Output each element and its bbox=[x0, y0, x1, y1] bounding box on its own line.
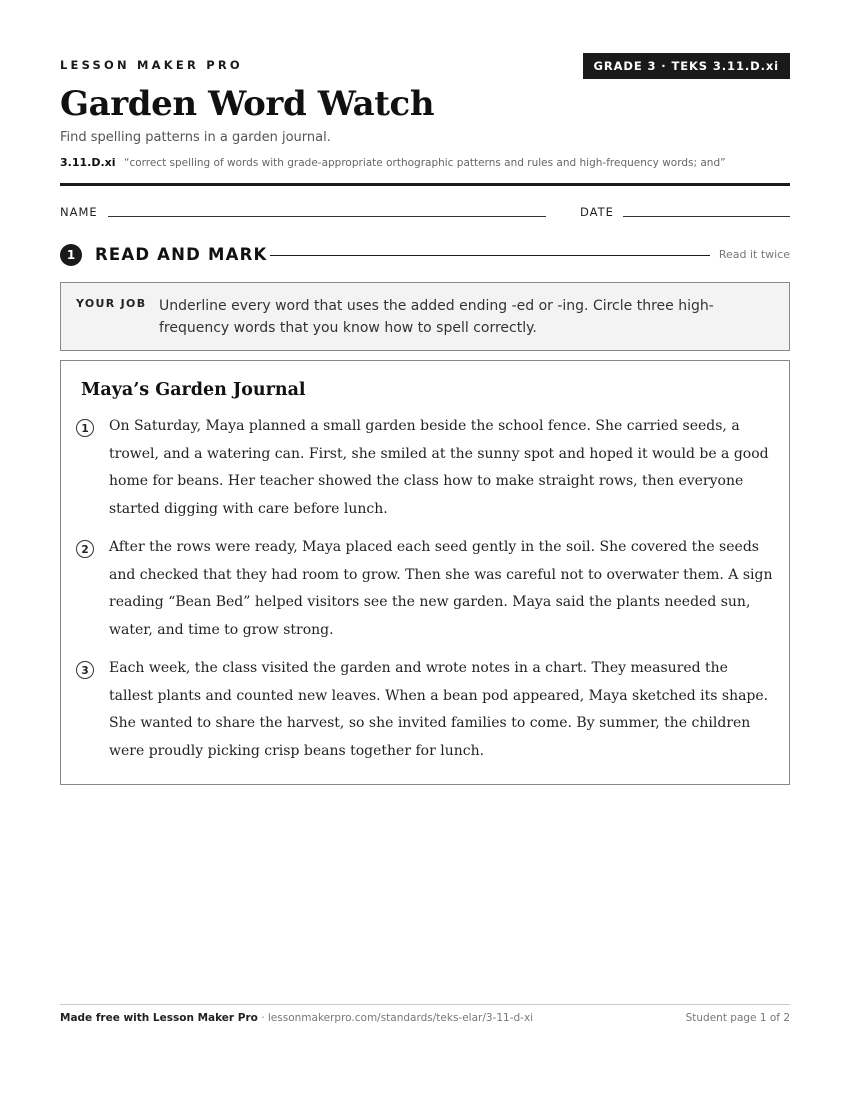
paragraph-text: On Saturday, Maya planned a small garden beside the school fence. She carried seeds, a trowel, and a watering can. First, she smiled at the sunny spot and hoped it would be a good home for beans. Her teacher showed the class how to make straight rows, then everyone started digging with care before lunch. bbox=[109, 418, 769, 517]
grade-badge: GRADE 3 · TEKS 3.11.D.xi bbox=[583, 53, 791, 79]
paragraph-number-badge: 1 bbox=[76, 419, 94, 437]
paragraph-number-badge: 2 bbox=[76, 540, 94, 558]
footer-url[interactable]: · lessonmakerpro.com/standards/teks-elar/3-11-d-xi bbox=[261, 1012, 534, 1024]
standard-code: 3.11.D.xi bbox=[60, 156, 116, 169]
footer-divider bbox=[60, 1004, 790, 1005]
journal-passage-box bbox=[60, 360, 790, 785]
footer-credit bbox=[60, 1012, 533, 1024]
paragraph-text: After the rows were ready, Maya placed each seed gently in the soil. She covered the seeds and checked that they had room to grow. Then she was careful not to overwater them. A sign reading “Bean Bed” helped visitors see the new garden. Maya said the plants needed sun, water, and time to grow strong. bbox=[109, 539, 773, 638]
instructions-label: YOUR JOB bbox=[76, 297, 147, 310]
journal-title: Maya’s Garden Journal bbox=[81, 380, 306, 400]
section-note: Read it twice bbox=[718, 248, 790, 261]
section-divider bbox=[270, 255, 710, 256]
footer-made-with: Made free with Lesson Maker Pro bbox=[60, 1012, 258, 1024]
page-title: Garden Word Watch bbox=[60, 84, 435, 124]
instructions-box bbox=[60, 282, 790, 351]
footer-page-label: Student page 1 of 2 bbox=[685, 1012, 790, 1024]
paragraph-text: Each week, the class visited the garden and wrote notes in a chart. They measured the tallest plants and counted new leaves. When a bean pod appeared, Maya sketched its shape. She wanted to share the harvest, so she invited families to come. By summer, the children were proudly picking crisp beans together for lunch. bbox=[109, 660, 769, 759]
paragraph-number-badge: 3 bbox=[76, 661, 94, 679]
header-divider bbox=[60, 183, 790, 186]
brand-name: LESSON MAKER PRO bbox=[60, 58, 243, 72]
page-subtitle: Find spelling patterns in a garden journal. bbox=[60, 130, 331, 145]
name-field[interactable] bbox=[108, 216, 546, 217]
section-number-badge: 1 bbox=[60, 244, 82, 266]
standard-quote: “correct spelling of words with grade-appropriate orthographic patterns and rules and high-frequency words; and” bbox=[124, 157, 726, 169]
instructions-text: Underline every word that uses the added ending -ed or -ing. Circle three high-frequency words that you know how to spell correctly. bbox=[159, 298, 714, 336]
section-title: READ AND MARK bbox=[95, 245, 268, 264]
date-label: DATE bbox=[580, 205, 614, 219]
name-label: NAME bbox=[60, 205, 98, 219]
standard-line bbox=[60, 156, 726, 169]
date-field[interactable] bbox=[623, 216, 790, 217]
